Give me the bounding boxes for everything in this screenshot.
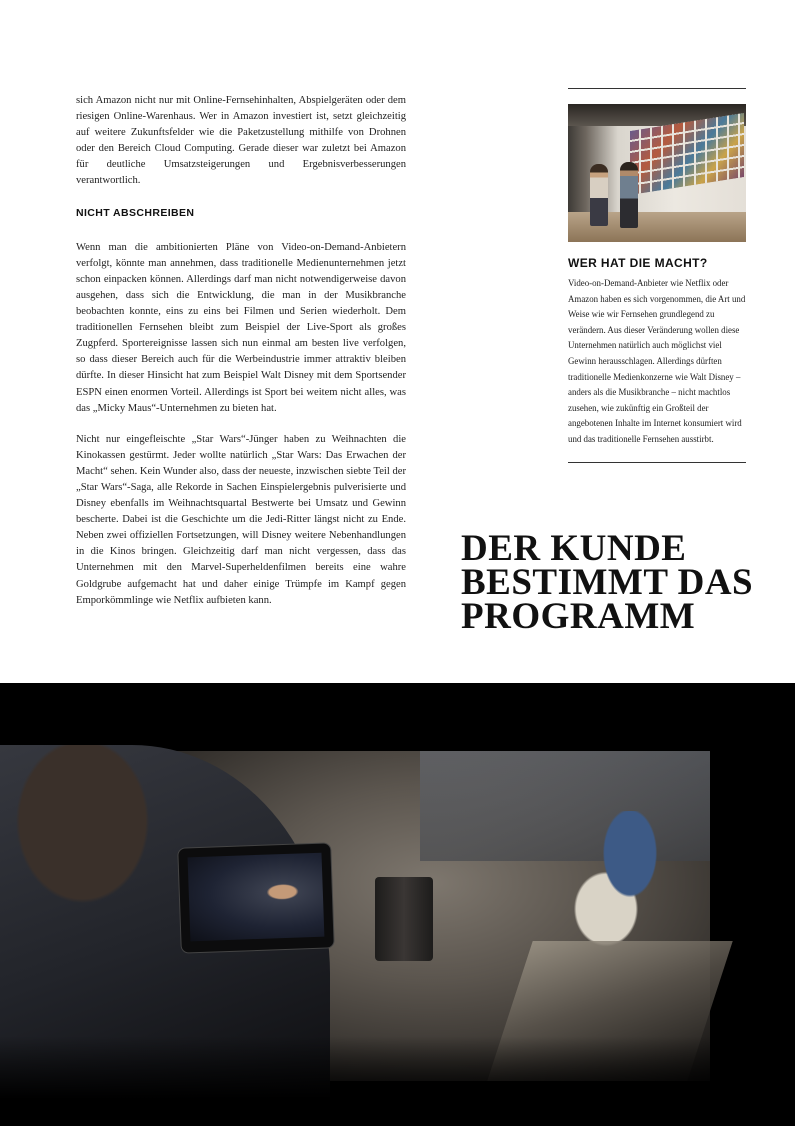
article-main-column	[76, 93, 406, 624]
headline-line: DER KUNDE	[461, 528, 687, 569]
sidebar-box	[568, 88, 746, 463]
article-paragraph: Nicht nur eingefleischte „Star Wars“-Jünger haben zu Weihnachten die Kinokassen gestürmt. Jeder wollte natürlich „Star Wars: Das Erwachen der Macht“ sehen. Kein Wunder also, dass der neueste, inzwischen siebte Teil der „Star Wars“-Saga, alle Rekorde in Sachen Einspielergebnis pulverisierte und Disney ebenfalls im Weihnachtsquartal Bestwerte bei Umsatz und Gewinn bescherte. Dabei ist die Geschichte um die Jedi-Ritter längst nicht zu Ende. Neben zwei offiziellen Fortsetzungen, will Disney weitere Nebenhandlungen in die Kinos bringen. Gleichzeitig darf man nicht vergessen, dass das Unternehmen mit den Marvel-Superheldenfilmen bereits eine wahre Goldgrube aufgemacht hat und daher einige Trümpfe im Kampf gegen Emporkömmlinge wie Netflix aufbieten kann.	[76, 433, 406, 606]
gallery-photo	[568, 104, 746, 242]
headline-line: BESTIMMT DAS	[461, 562, 754, 603]
headline-line: PROGRAMM	[461, 596, 696, 637]
tablet-device	[178, 843, 334, 952]
article-paragraph: Wenn man die ambitionierten Pläne von Video-on-Demand-Anbietern verfolgt, könnte man annehmen, dass traditionelle Medienunternehmen jetzt schon einpacken können. Allerdings darf man nicht notwendigerweise davon ausgehen, dass sich die Entwicklung, die man in der Musikbranche beobachten konnte, eins zu eins bei Filmen und Serien wiederholt. Dem traditionellen Fernsehen bleibt zum Beispiel der Live-Sport als großes Zugpferd. Sportereignisse lassen sich nun einmal am besten live verfolgen, so dass dieser Bereich auch für die Werbeindustrie immer attraktiv bleiben dürfte. In dieser Hinsicht hat zum Beispiel Walt Disney mit dem Sportsender ESPN einen enormen Vorteil. Allerdings ist Sport bei weitem nicht alles, was das „Micky Maus“-Unternehmen zu bieten hat.	[76, 241, 406, 414]
tablet-screen	[188, 853, 325, 942]
sidebar-top-rule	[568, 88, 746, 89]
section-heading: NICHT ABSCHREIBEN	[76, 206, 195, 219]
article-paragraph: sich Amazon nicht nur mit Online-Fernsehinhalten, Abspielgeräten oder dem riesigen Online-Warenhaus. Wer in Amazon investiert ist, setzt gleichzeitig auf weitere Zukunftsfelder wie die Paketzustellung mithilfe von Drohnen oder den Bereich Cloud Computing. Gerade dieser war zuletzt bei Amazon für deutliche Umsatzsteigerungen und Ergebnisverbesserungen verantwortlich.	[76, 95, 406, 187]
suitcase	[375, 877, 433, 961]
sidebar-bottom-rule	[568, 462, 746, 463]
airport-tablet-photo	[0, 683, 795, 1126]
page-headline	[461, 528, 781, 637]
sidebar-title: WER HAT DIE MACHT?	[568, 256, 708, 270]
sidebar-text: Video-on-Demand-Anbieter wie Netflix oder Amazon haben es sich vorgenommen, die Art und Weise wie wir Fernsehen grundlegend zu verändern. Aus dieser Veränderung wollen diese Unternehmen natürlich auch möglichst viel Gewinn herausschlagen. Allerdings dürften traditionelle Medienkonzerne wie Walt Disney – anders als die Musikbranche – nicht machtlos zusehen, wie zukünftig ein Großteil der angebotenen Inhalte im Internet konsumiert wird und das traditionelle Fernsehen ausstirbt.	[568, 278, 746, 444]
